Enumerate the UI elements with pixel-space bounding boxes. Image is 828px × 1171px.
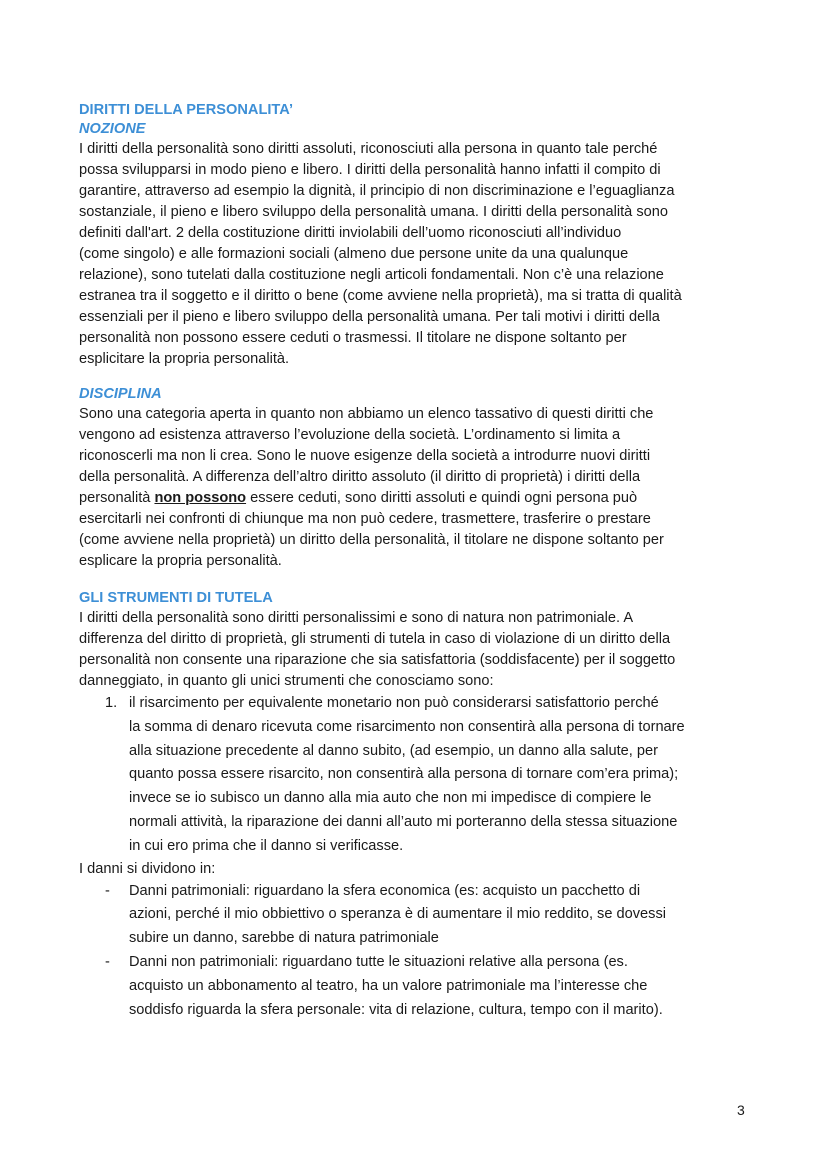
- emphasized-text: diritti inviolabili: [304, 225, 399, 241]
- text-line: [79, 160, 682, 181]
- text-segment: quanto possa essere risarcito, non consentirà alla persona di tornare com’era prima);: [129, 766, 679, 783]
- text-line: [129, 692, 685, 716]
- text-line: [79, 202, 682, 223]
- text-segment: in cui ero prima che il danno si verificasse.: [129, 837, 404, 854]
- text-segment: Sono una: [79, 406, 146, 422]
- text-line: [79, 629, 685, 650]
- text-segment: (come singolo) e alle formazioni sociali (almeno due persone unite da una qualunque: [79, 246, 629, 262]
- text-line: [79, 244, 682, 265]
- emphasized-text: categoria aperta: [145, 406, 252, 422]
- text-line: [79, 446, 664, 467]
- text-segment: personalità non possono essere ceduti o trasmessi. Il titolare ne dispone soltanto per: [79, 330, 627, 346]
- text-line: [129, 787, 685, 811]
- section-subtitle: DISCIPLINA: [79, 386, 162, 402]
- text-segment: estranea tra il soggetto e il diritto o bene (come avviene nella proprietà), ma si tratta di qualità: [79, 288, 682, 304]
- text-line: [129, 740, 685, 764]
- text-line: [79, 608, 685, 629]
- text-line: [79, 551, 664, 572]
- section-nozione: [79, 101, 682, 370]
- text-segment: riconoscerli ma non li crea. Sono le nuove esigenze della società a introdurre nuovi diritti: [79, 448, 651, 464]
- text-segment: alla situazione precedente al danno subito, (ad esempio, un danno alla salute, per: [129, 742, 658, 759]
- text-line: [129, 927, 685, 951]
- emphasized-text: diritti assoluti: [268, 141, 353, 157]
- text-segment: I diritti della personalità sono: [79, 141, 269, 157]
- emphasized-text: non patrimoniale: [508, 610, 617, 626]
- list-marker: -: [105, 882, 110, 899]
- text-segment: invece se io subisco un danno alla mia auto che non mi impedisce di compiere le: [129, 790, 652, 807]
- text-line: [79, 425, 664, 446]
- text-segment: personalità non consente una riparazione che sia: [79, 652, 402, 668]
- text-line: [129, 999, 685, 1023]
- text-segment: vengono ad esistenza attraverso l’evoluzione della società. L’ordinamento si limita a: [79, 427, 621, 443]
- numbered-list: [79, 692, 685, 859]
- list-marker: 1.: [105, 695, 118, 711]
- text-segment: acquisto un abbonamento al teatro, ha un valore patrimoniale ma l’interesse che: [129, 977, 648, 994]
- text-line: [129, 835, 685, 859]
- section-title: GLI STRUMENTI DI TUTELA: [79, 590, 273, 606]
- emphasized-text: non possono: [154, 490, 247, 506]
- text-segment: normali attività, la riparazione dei danni all’auto mi porteranno della stessa situazione: [129, 813, 678, 830]
- text-segment: in quanto non abbiamo un elenco tassativo di questi diritti che: [251, 406, 654, 422]
- text-segment: perché: [610, 695, 659, 711]
- text-line: [129, 716, 685, 740]
- text-segment: , riconosciuti alla persona in quanto tale perché: [352, 141, 658, 157]
- text-segment: : riguardano la sfera economica (es: acquisto un pacchetto di: [245, 882, 641, 899]
- emphasized-text: satisfattoria: [401, 652, 476, 668]
- text-segment: sono diritti personalissimi e sono di natura: [228, 610, 509, 626]
- text-line: [79, 139, 682, 160]
- text-segment: . A: [616, 610, 634, 626]
- emphasized-text: Danni patrimoniali: [129, 882, 246, 899]
- text-segment: il risarcimento per equivalente monetario: [129, 695, 396, 711]
- text-segment: esplicitare la propria personalità.: [79, 351, 290, 367]
- text-segment: essere ceduti, sono diritti assoluti e quindi ogni persona può: [246, 490, 638, 506]
- text-segment: sostanziale, il pieno e libero sviluppo della personalità umana. I diritti della personalità sono: [79, 204, 668, 220]
- text-segment: definiti dall'art. 2 della costituzione: [79, 225, 305, 241]
- text-line: [79, 286, 682, 307]
- emphasized-text: Danni non patrimoniali: [129, 953, 275, 970]
- emphasized-text: diritti della personalità: [87, 610, 229, 626]
- text-segment: soddisfo riguarda la sfera personale: vita di relazione, cultura, tempo con il marito).: [129, 1001, 663, 1018]
- section-strumenti-tutela: [79, 589, 685, 1022]
- text-line: [79, 328, 682, 349]
- text-line: [79, 181, 682, 202]
- text-line: [79, 223, 682, 244]
- text-segment: (come avviene nella proprietà) un diritto della personalità, il titolare ne dispone soltanto per: [79, 532, 664, 548]
- text-line: [79, 650, 685, 671]
- text-segment: la somma di denaro ricevuta come risarcimento non consentirà alla persona di tornare: [129, 718, 685, 735]
- text-line: [79, 307, 682, 328]
- page-number: 3: [737, 1102, 745, 1118]
- text-segment: danneggiato, in quanto gli unici strumenti che conosciamo sono:: [79, 673, 494, 689]
- list-item: [79, 951, 685, 1022]
- text-segment: essenziali per il pieno e libero sviluppo della personalità umana. Per tali motivi i diritti della: [79, 309, 660, 325]
- list-marker: -: [105, 953, 110, 970]
- emphasized-text: svilupparsi in modo pieno e libero: [122, 162, 339, 178]
- text-segment: differenza del diritto di proprietà, gli strumenti di tutela in caso di violazione di un diritto della: [79, 631, 671, 647]
- text-line: [79, 530, 664, 551]
- text-line: [129, 951, 685, 975]
- text-segment: possa: [79, 162, 122, 178]
- text-line: [79, 488, 664, 509]
- text-line: [79, 265, 682, 286]
- paragraph: [79, 404, 664, 572]
- text-segment: esercitarli nei confronti di chiunque ma non può cedere, trasmettere, trasferire o prestare: [79, 511, 651, 527]
- list-item: [79, 880, 685, 951]
- section-disciplina: [79, 385, 664, 572]
- text-segment: personalità: [79, 490, 155, 506]
- text-segment: esplicare la propria personalità.: [79, 553, 282, 569]
- text-line: [129, 811, 685, 835]
- section-title: DIRITTI DELLA PERSONALITA’: [79, 102, 294, 118]
- text-segment: (soddisfacente) per il soggetto: [475, 652, 676, 668]
- dashed-list: [79, 880, 685, 1023]
- text-line: [79, 509, 664, 530]
- text-line: [129, 903, 685, 927]
- text-line: [79, 467, 664, 488]
- text-segment: dell’uomo riconosciuti all’individuo: [398, 225, 622, 241]
- text-segment: I: [79, 610, 88, 626]
- text-segment: della personalità. A differenza dell’altro diritto assoluto (il diritto di proprietà) i diritti della: [79, 469, 641, 485]
- text-segment: : riguardano tutte le situazioni relative alla persona (es.: [274, 953, 628, 970]
- text-line: [129, 763, 685, 787]
- text-line: [79, 671, 685, 692]
- text-line: [129, 975, 685, 999]
- text-segment: azioni, perché il mio obbiettivo o speranza è di aumentare il mio reddito, se dovessi: [129, 906, 667, 923]
- text-segment: . I diritti della personalità hanno infatti il compito di: [338, 162, 661, 178]
- paragraph: [79, 139, 682, 370]
- text-line: [79, 404, 664, 425]
- text-segment: garantire, attraverso ad esempio la dignità, il principio di non discriminazione e l’eguaglianza: [79, 183, 675, 199]
- list-item: [79, 692, 685, 859]
- text-segment: relazione), sono tutelati dalla costituzione negli articoli fondamentali. Non c’è una relazione: [79, 267, 664, 283]
- section-subtitle: NOZIONE: [79, 121, 146, 137]
- text-line: [79, 349, 682, 370]
- damages-intro: I danni si dividono in:: [79, 860, 216, 877]
- emphasized-text: non può considerarsi satisfattorio: [395, 695, 611, 711]
- paragraph: [79, 608, 685, 692]
- text-line: [129, 880, 685, 904]
- text-segment: subire un danno, sarebbe di natura patrimoniale: [129, 930, 439, 947]
